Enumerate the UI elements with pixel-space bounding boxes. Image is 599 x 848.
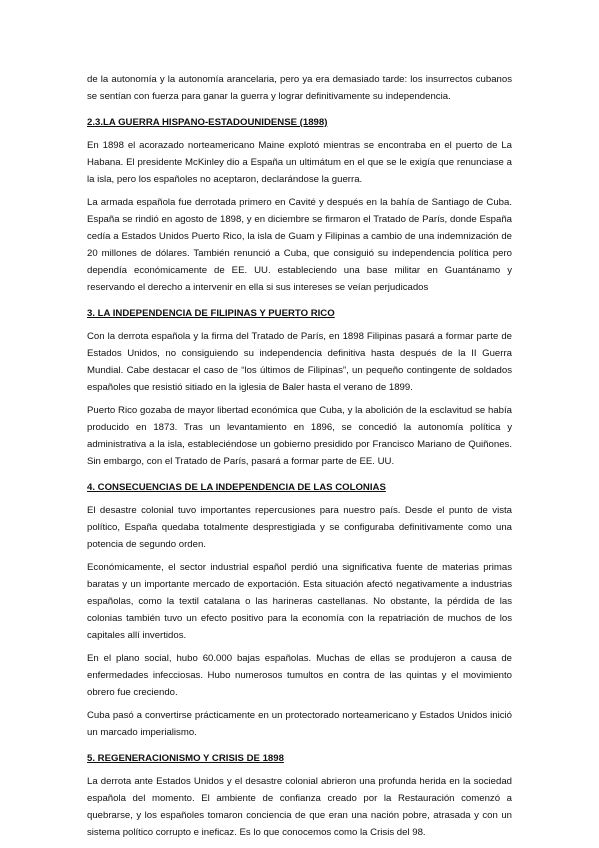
paragraph: Puerto Rico gozaba de mayor libertad económica que Cuba, y la abolición de la esclavitud se había producido en 1873. Tras un levantamiento en 1896, se concedió la autonomía política y administrativa a la isla, estableciéndose un gobierno presidido por Francisco Mariano de Quiñones. Sin embargo, con el Tratado de París, pasará a formar parte de EE. UU. — [87, 405, 512, 467]
intro-paragraph: de la autonomía y la autonomía arancelaria, pero ya era demasiado tarde: los insurrectos cubanos se sentían con fuerza para ganar la guerra y lograr definitivamente su independencia. — [87, 74, 512, 102]
paragraph: La derrota ante Estados Unidos y el desastre colonial abrieron una profunda herida en la sociedad española del momento. El ambiente de confianza creado por la Restauración comenzó a quebrarse, y los españoles tomaron conciencia de que eran una nación pobre, atrasada y con un sistema político corrupto e ineficaz. Es lo que conocemos como la Crisis del 98. — [87, 776, 512, 838]
paragraph: Económicamente, el sector industrial español perdió una significativa fuente de materias primas baratas y un importante mercado de exportación. Esta situación afectó negativamente a industrias españolas, como la textil catalana o las harineras castellanas. No obstante, la pérdida de las colonias también tuvo un efecto positivo para la economía con la repatriación de muchos de los capitales allí invertidos. — [87, 562, 512, 641]
section-heading-3: 3. LA INDEPENDENCIA DE FILIPINAS Y PUERTO RICO — [87, 308, 335, 319]
paragraph: Cuba pasó a convertirse prácticamente en un protectorado norteamericano y Estados Unidos inició un marcado imperialismo. — [87, 710, 512, 738]
document-page — [87, 71, 512, 841]
section-heading-4: 4. CONSECUENCIAS DE LA INDEPENDENCIA DE LAS COLONIAS — [87, 482, 386, 493]
paragraph: En 1898 el acorazado norteamericano Maine explotó mientras se encontraba en el puerto de La Habana. El presidente McKinley dio a España un ultimátum en el que se le exigía que renunciase a la isla, pero los españoles no aceptaron, declarándose la guerra. — [87, 140, 512, 185]
section-heading-5: 5. REGENERACIONISMO Y CRISIS DE 1898 — [87, 753, 284, 764]
section-heading-2-3: 2.3.LA GUERRA HISPANO-ESTADOUNIDENSE (1898) — [87, 117, 328, 128]
paragraph: La armada española fue derrotada primero en Cavité y después en la bahía de Santiago de Cuba. España se rindió en agosto de 1898, y en diciembre se firmaron el Tratado de París, donde España cedía a Estados Unidos Puerto Rico, la isla de Guam y Filipinas a cambio de una indemnización de 20 millones de dólares. También renunció a Cuba, que consiguió su independencia política pero dependía económicamente de EE. UU. estableciendo una base militar en Guantánamo y reservando el derecho a intervenir en ella si sus intereses se veían perjudicados — [87, 197, 512, 293]
paragraph: El desastre colonial tuvo importantes repercusiones para nuestro país. Desde el punto de vista político, España quedaba totalmente desprestigiada y se configuraba definitivamente como una potencia de segundo orden. — [87, 505, 512, 550]
paragraph: Con la derrota española y la firma del Tratado de París, en 1898 Filipinas pasará a formar parte de Estados Unidos, no consiguiendo su independencia definitiva hasta después de la II Guerra Mundial. Cabe destacar el caso de “los últimos de Filipinas”, un pequeño contingente de soldados españoles que resistió sitiado en la iglesia de Baler hasta el verano de 1899. — [87, 331, 512, 393]
paragraph: En el plano social, hubo 60.000 bajas españolas. Muchas de ellas se produjeron a causa de enfermedades infecciosas. Hubo numerosos tumultos en contra de las quintas y el movimiento obrero fue creciendo. — [87, 653, 512, 698]
